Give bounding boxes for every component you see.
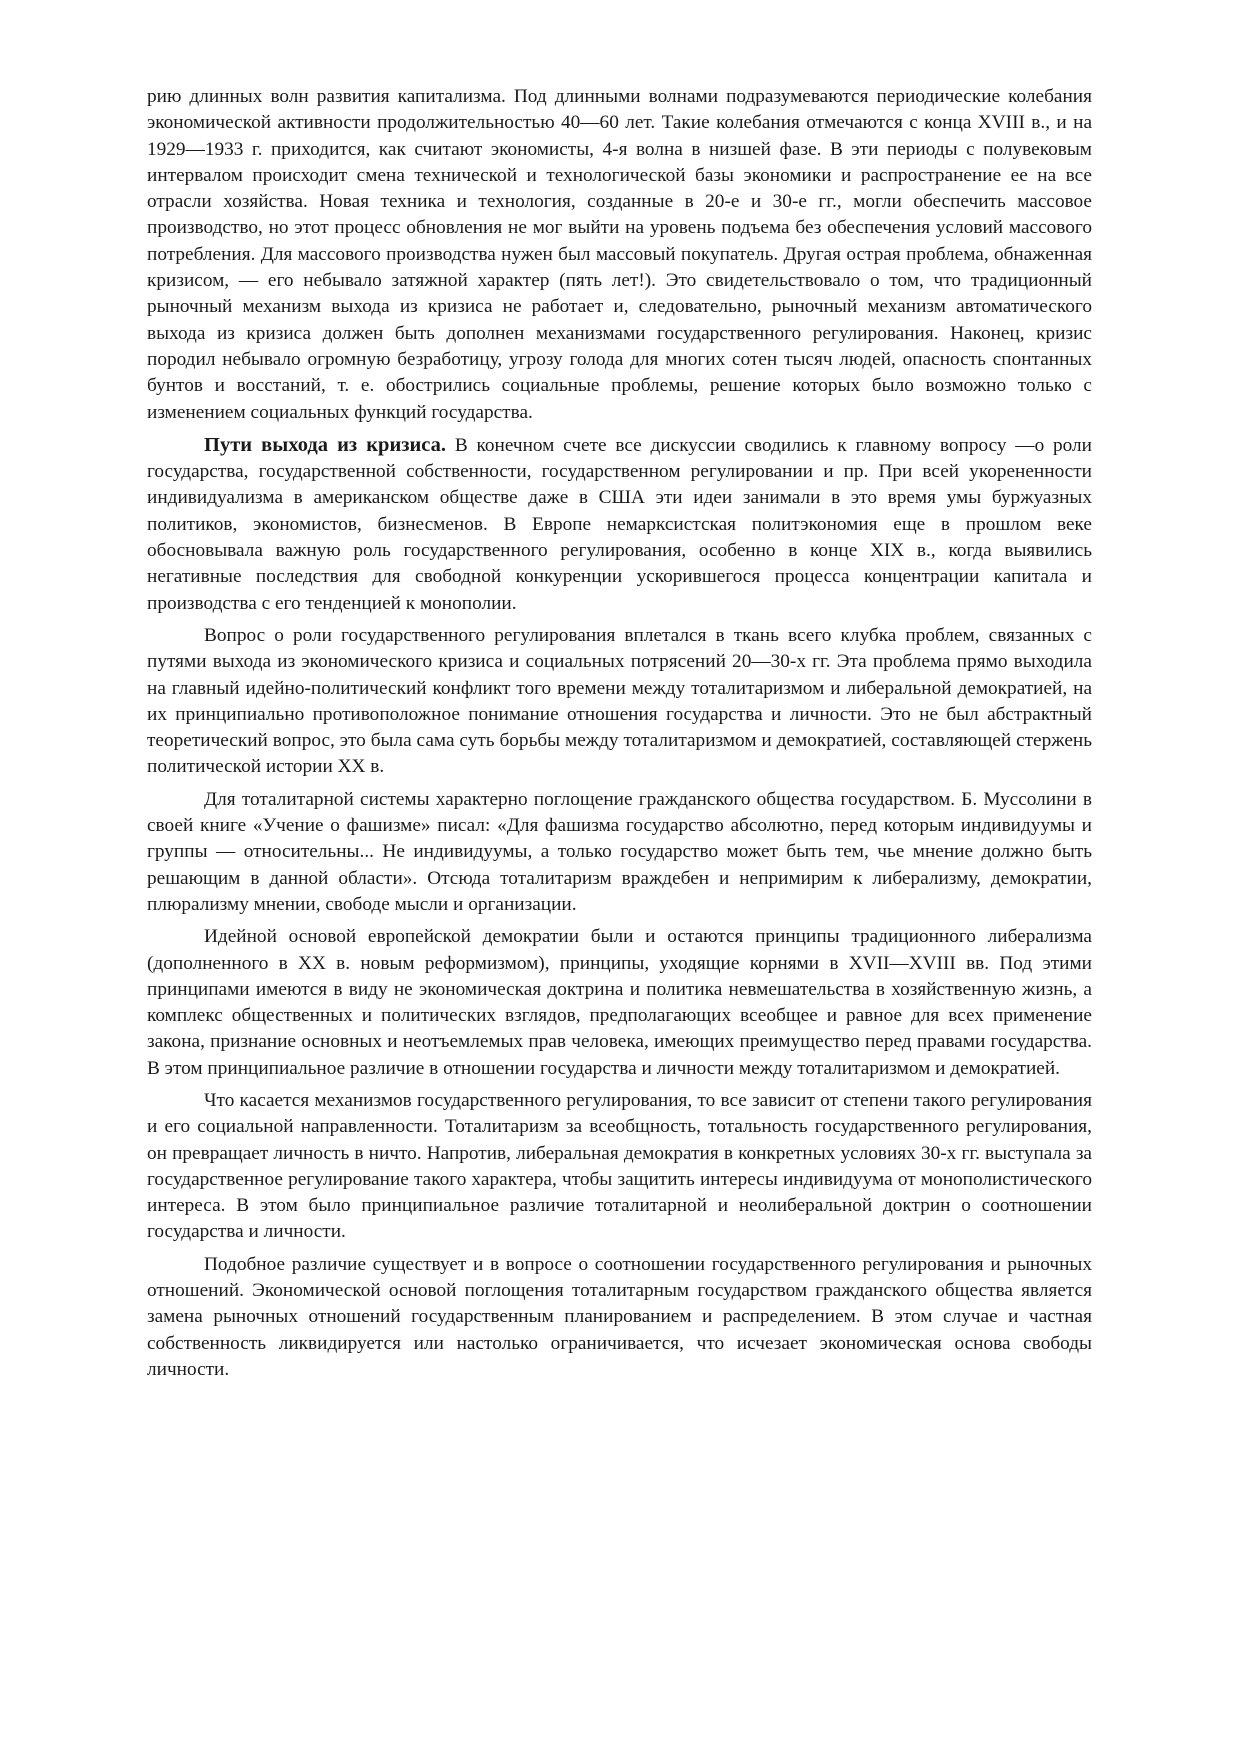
paragraph-5 [147,924,1092,1082]
paragraph-4 [147,787,1092,918]
paragraph-6 [147,1088,1092,1246]
paragraph-7-text: Подобное различие существует и в вопросе о соотношении государственного регулирования и рыночных отношений. Экономической основой поглощения тоталитарным государством гражданского общества является замена рыночных отношений государственным планированием и распределением. В этом случае и частная собственность ликвидируется или настолько ограничивается, что исчезает экономическая основа свободы личности. [147,1253,1092,1380]
paragraph-6-text: Что касается механизмов государственного регулирования, то все зависит от степени такого регулирования и его социальной направленности. Тоталитаризм за всеобщность, тотальность государственного регулирования, он превращает личность в ничто. Напротив, либеральная демократия в конкретных условиях 30-х гг. выступала за государственное регулирование такого характера, чтобы защитить интересы индивидуума от монополистического интереса. В этом было принципиальное различие тоталитарной и неолиберальной доктрин о соотношении государства и личности. [147,1089,1092,1243]
section-heading: Пути выхода из кризиса. [204,433,447,456]
paragraph-4-text: Для тоталитарной системы характерно поглощение гражданского общества государством. Б. Муссолини в своей книге «Учение о фашизме» писал: «Для фашизма государство абсолютно, перед которым индивидуумы и группы — относительны... Не индивидуумы, а только государство может быть тем, чье мнение должно быть решающим в данной области». Отсюда тоталитаризм враждебен и непримирим к либерализму, демократии, плюрализму мнении, свободе мысли и организации. [147,788,1092,915]
paragraph-2 [147,432,1092,617]
document-page [147,84,1092,1389]
paragraph-1-text: рию длинных волн развития капитализма. Под длинными волнами подразумеваются периодические колебания экономической активности продолжительностью 40—60 лет. Такие колебания отмечаются с конца XVIII в., и на 1929—1933 г. приходится, как считают экономисты, 4-я волна в низшей фазе. В эти периоды с полувековым интервалом происходит смена технической и технологической базы экономики и распространение ее на все отрасли хозяйства. Новая техника и технология, созданные в 20-е и 30-е гг., могли обеспечить массовое производство, но этот процесс обновления не мог выйти на уровень подъема без обеспечения условий массового потребления. Для массового производства нужен был массовый покупатель. Другая острая проблема, обнаженная кризисом, — его небывало затяжной характер (пять лет!). Это свидетельствовало о том, что традиционный рыночный механизм выхода из кризиса не работает и, следовательно, рыночный механизм автоматического выхода из кризиса должен быть дополнен механизмами государственного регулирования. Наконец, кризис породил небывало огромную безработицу, угрозу голода для многих сотен тысяч людей, опасность спонтанных бунтов и восстаний, т. е. обострились социальные проблемы, решение которых было возможно только с изменением социальных функций государства. [147,86,1092,423]
paragraph-3-text: Вопрос о роли государственного регулирования вплетался в ткань всего клубка проблем, связанных с путями выхода из экономического кризиса и социальных потрясений 20—30-х гг. Эта проблема прямо выходила на главный идейно-политический конфликт того времени между тоталитаризмом и либеральной демократией, на их принципиально противоположное понимание отношения государства и личности. Это не был абстрактный теоретический вопрос, это была сама суть борьбы между тоталитаризмом и демократией, составляющей стержень политической истории XX в. [147,624,1092,778]
paragraph-1 [147,84,1092,426]
paragraph-5-text: Идейной основой европейской демократии были и остаются принципы традиционного либерализма (дополненного в XX в. новым реформизмом), принципы, уходящие корнями в XVII—XVIII вв. Под этими принципами имеются в виду не экономическая доктрина и политика невмешательства в хозяйственную жизнь, а комплекс общественных и политических взглядов, предполагающих всеобщее и равное для всех применение закона, признание основных и неотъемлемых прав человека, имеющих преимущество перед правами государства. В этом принципиальное различие в отношении государства и личности между тоталитаризмом и демократией. [147,926,1092,1079]
paragraph-2-text: В конечном счете все дискуссии сводились к главному вопросу —о роли государства, государственной собственности, государственном регулировании и пр. При всей укорененности индивидуализма в американском обществе даже в США эти идеи занимали в это время умы буржуазных политиков, экономистов, бизнесменов. В Европе немарксистская политэкономия еще в прошлом веке обосновывала важную роль государственного регулирования, особенно в конце XIX в., когда выявились негативные последствия для свободной конкуренции ускорившегося процесса концентрации капитала и производства с его тенденцией к монополии. [147,434,1092,614]
paragraph-7 [147,1252,1092,1383]
paragraph-3 [147,623,1092,781]
